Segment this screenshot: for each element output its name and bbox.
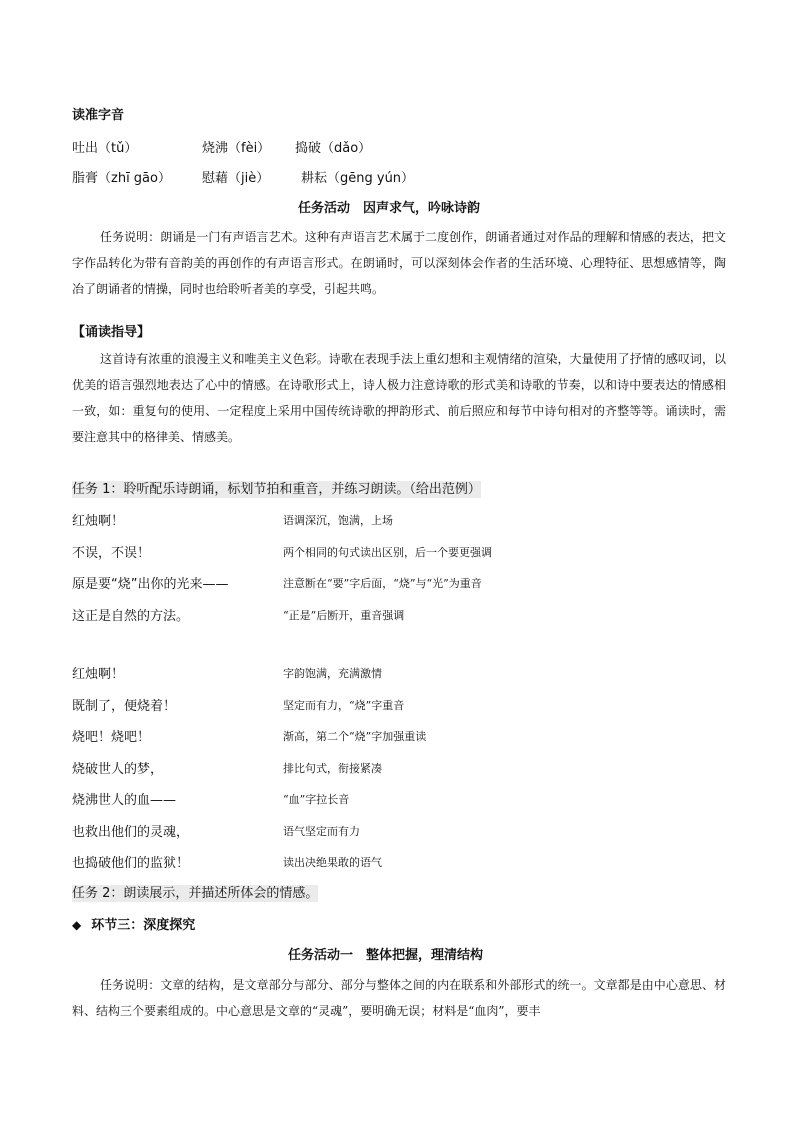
poem-line: 原是要“烧”出你的光来—— bbox=[72, 577, 229, 592]
reading-note: “血”字拉长音 bbox=[283, 793, 350, 806]
poem-line: 烧吧！烧吧！ bbox=[72, 730, 151, 745]
poem-line: 也救出他们的灵魂， bbox=[72, 825, 190, 840]
reading-note: 注意断在“要”字后面，“烧”与“光”为重音 bbox=[283, 577, 482, 590]
task2-label: 任务 2：朗读展示，并描述所体会的情感。 bbox=[72, 886, 319, 901]
guidance-text: 这首诗有浓重的浪漫主义和唯美主义色彩。诗歌在表现手法上重幻想和主观情绪的渲染，大量使用了抒情的感叹词，以优美的语言强烈地表达了心中的情感。在诗歌形式上，诗人极力注意诗歌的形式美和诗歌的节奏，以和诗中要表达的情感相一致，如：重复句的使用、一定程度上采用中国传统诗歌的押韵形式、前后照应和每节中诗句相对的齐整等等。诵读时，需要注意其中的格律美、情感美。 bbox=[72, 352, 726, 444]
reading-note: 两个相同的句式读出区别，后一个要更强调 bbox=[283, 546, 492, 559]
poem-line: 也捣破他们的监狱！ bbox=[72, 856, 190, 871]
task-activity-one-title: 任务活动一 整体把握，理清结构 bbox=[288, 948, 484, 963]
poem-line: 红烛啊！ bbox=[72, 667, 125, 682]
reading-note: 坚定而有力，“烧”字重音 bbox=[283, 699, 405, 712]
diamond-bullet-icon: ◆ bbox=[72, 918, 82, 932]
reading-note: 语调深沉，饱满，上场 bbox=[283, 514, 393, 527]
poem-line: 烧破世人的梦， bbox=[72, 762, 164, 777]
poem-line: 烧沸世人的血—— bbox=[72, 793, 177, 808]
guidance-heading: 【诵读指导】 bbox=[72, 325, 151, 340]
poem-line: 既制了，便烧着！ bbox=[72, 699, 177, 714]
reading-note: 渐高，第二个“烧”字加强重读 bbox=[283, 730, 427, 743]
reading-note: “正是”后断开，重音强调 bbox=[283, 609, 405, 622]
poem-line: 这正是自然的方法。 bbox=[72, 609, 190, 624]
poem-line: 红烛啊！ bbox=[72, 514, 125, 529]
pinyin-item: 脂膏（zhī gāo） bbox=[72, 171, 171, 186]
pinyin-item: 捣破（dǎo） bbox=[295, 141, 372, 156]
task-activity-one-description: 任务说明：文章的结构，是文章部分与部分、部分与整体之间的内在联系和外部形式的统一。文章都是由中心意思、材料、结构三个要素组成的。中心意思是文章的“灵魂”，要明确无误；材料是“血肉”，要丰 bbox=[72, 978, 726, 1018]
reading-note: 读出决绝果敢的语气 bbox=[283, 856, 382, 869]
reading-note: 字韵饱满，充满激情 bbox=[283, 667, 382, 680]
pinyin-item: 吐出（tǔ） bbox=[72, 141, 138, 156]
poem-line: 不误，不误！ bbox=[72, 546, 151, 561]
task-activity-description: 任务说明：朗诵是一门有声语言艺术。这种有声语言艺术属于二度创作，朗诵者通过对作品的理解和情感的表达，把文字作品转化为带有音韵美的再创作的有声语言形式。在朗诵时，可以深刻体会作者的生活环境、心理特征、思想感情等，陶冶了朗诵者的情操，同时也给聆听者美的享受，引起共鸣。 bbox=[72, 230, 726, 296]
pinyin-item: 烧沸（fèi） bbox=[202, 141, 271, 156]
reading-note: 排比句式，衔接紧凑 bbox=[283, 762, 382, 775]
task1-label: 任务 1：聆听配乐诗朗诵，标划节拍和重音，并练习朗读。（给出范例） bbox=[72, 482, 481, 497]
section3-heading: ◆ 环节三：深度探究 bbox=[72, 918, 196, 933]
pinyin-item: 慰藉（jiè） bbox=[202, 171, 270, 186]
task-activity-title: 任务活动 因声求气，吟咏诗韵 bbox=[298, 201, 481, 216]
pinyin-item: 耕耘（gēng yún） bbox=[301, 171, 415, 186]
reading-heading: 读准字音 bbox=[72, 108, 125, 123]
reading-note: 语气坚定而有力 bbox=[283, 825, 360, 838]
